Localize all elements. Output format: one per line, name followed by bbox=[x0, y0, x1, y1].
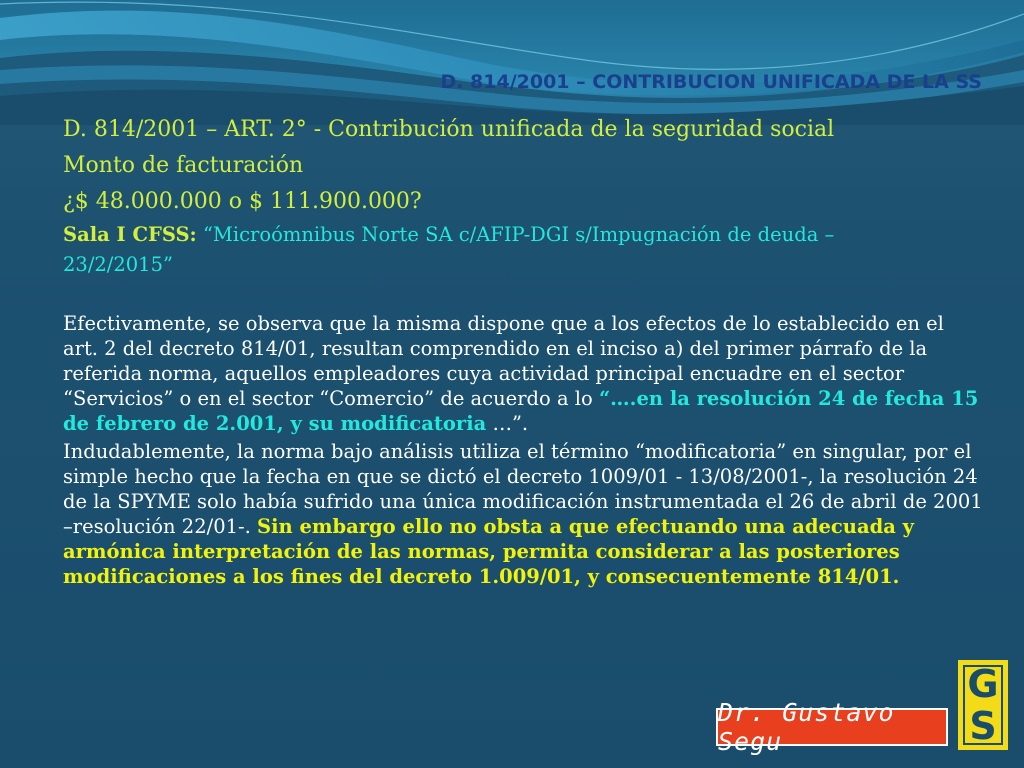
case-title: “Microómnibus Norte SA c/AFIP-DGI s/Impugnación de deuda – bbox=[196, 223, 835, 246]
logo-letter-s: S bbox=[969, 704, 997, 748]
paragraph-1-ending: …”. bbox=[486, 412, 529, 435]
logo-letter-g: G bbox=[967, 662, 999, 706]
paragraph-2-text: Indudablemente, la norma bajo análisis utiliza el término “modificatoria” en singular, por el simple hecho que la fecha en que se dictó el decreto 1009/01 - 13/08/2001-, la resolución 24 de la SPYME solo había sufrido una única modificación instrumentada el 26 de abril de 2001 –resolución 22/01-. bbox=[63, 440, 983, 538]
wave-header-decoration bbox=[0, 0, 1024, 125]
paragraph-1-text: Efectivamente, se observa que la misma dispone que a los efectos de lo establecido en el art. 2 del decreto 814/01, resultan comprendido en el inciso a) del primer párrafo de la referida norma, aquellos empleadores cuya actividad principal encuadre en el sector “Servicios” o en el sector “Comercio” de acuerdo a lo bbox=[63, 312, 944, 410]
case-citation bbox=[63, 220, 983, 250]
gs-logo bbox=[958, 660, 1008, 750]
slide-title: D. 814/2001 – CONTRIBUCION UNIFICADA DE LA SS bbox=[440, 71, 982, 93]
paragraph-1 bbox=[63, 311, 983, 436]
paragraph-2-highlight: Sin embargo ello no obsta a que efectuando una adecuada y armónica interpretación de las normas, permita considerar a las posteriores modificaciones a los fines del decreto 1.009/01, y consecuentemente 814/01. bbox=[63, 515, 914, 588]
question-line: ¿$ 48.000.000 o $ 111.900.000? bbox=[63, 189, 422, 214]
signature-text: Dr. Gustavo Segu bbox=[718, 698, 895, 756]
case-date: 23/2/2015” bbox=[63, 253, 173, 276]
paragraph-1-quote: “….en la resolución 24 de fecha 15 de febrero de 2.001, y su modificatoria bbox=[63, 387, 979, 435]
heading: D. 814/2001 – ART. 2° - Contribución unificada de la seguridad social bbox=[63, 117, 835, 142]
paragraph-2 bbox=[63, 439, 983, 589]
slide-content bbox=[63, 112, 983, 589]
case-label: Sala I CFSS: bbox=[63, 223, 197, 246]
subheading: Monto de facturación bbox=[63, 153, 304, 178]
author-signature bbox=[716, 698, 948, 756]
